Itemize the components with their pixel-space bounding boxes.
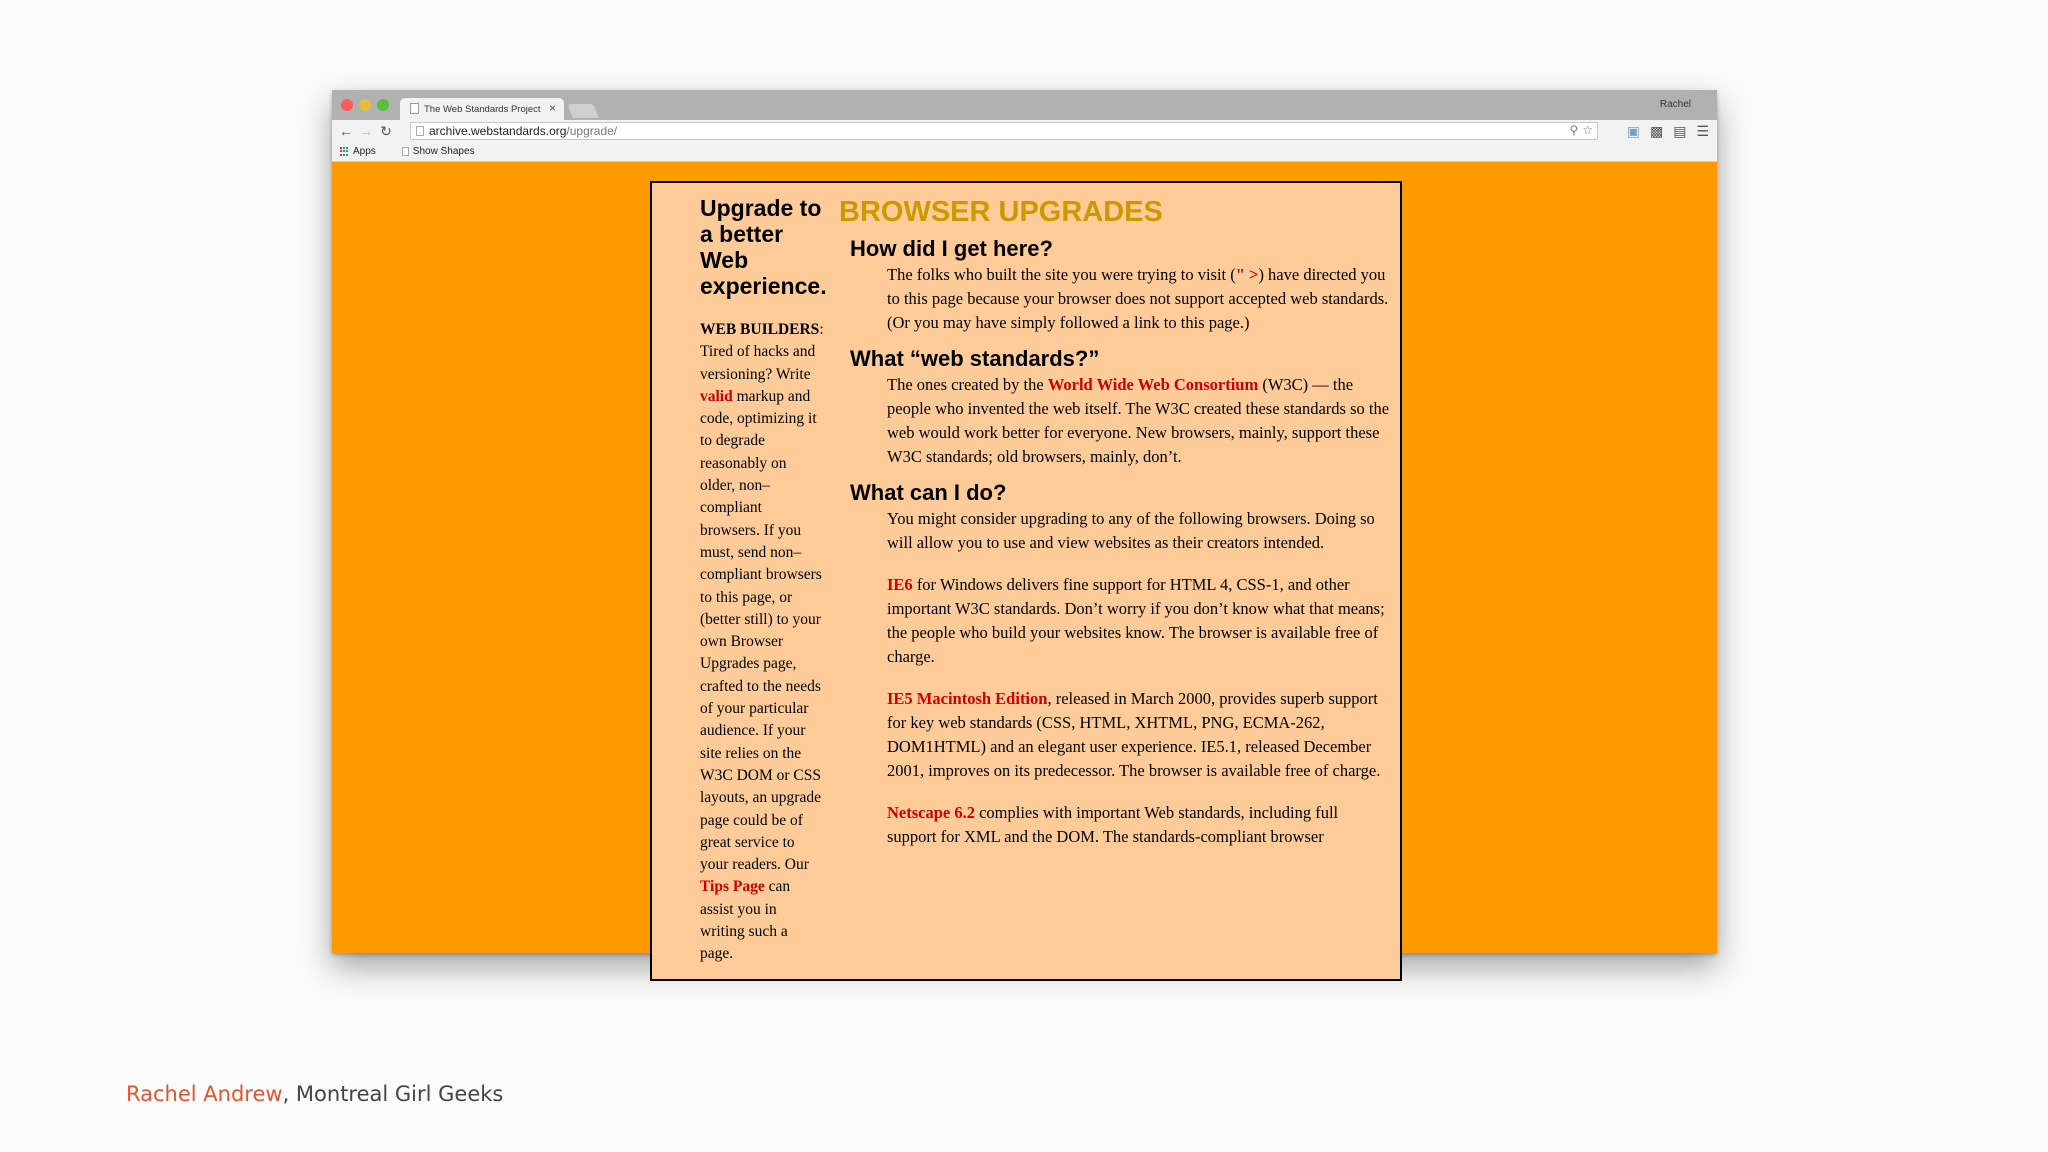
- event-name: , Montreal Girl Geeks: [282, 1082, 504, 1106]
- minimize-window-button[interactable]: [359, 99, 371, 111]
- tips-page-link[interactable]: Tips Page: [700, 878, 765, 896]
- reload-icon[interactable]: ↻: [380, 123, 392, 139]
- bookmark-show-shapes[interactable]: [402, 146, 475, 157]
- sidebar-text-part: can assist you in writing such a page.: [700, 878, 791, 963]
- answer-text: The folks who built the site you were trying to visit (: [887, 265, 1236, 284]
- netscape-paragraph: [887, 801, 1390, 849]
- answer-text: , released in March 2000, provides superb support for key web standards (CSS, HTML, XHTML, PNG, ECMA-262, DOM1HTML) and an elegant user experience. IE5.1, released December 2001, improves on its predecessor. The browser is available free of charge.: [887, 689, 1381, 780]
- sidebar: [700, 195, 827, 966]
- main-content: [839, 195, 1390, 849]
- answer-text: (W3C) — the people who invented the web itself. The W3C created these standards so the web would work better for everyone. New browsers, mainly, support these W3C standards; old browsers, mainly, don’t.: [887, 375, 1390, 466]
- referrer-link[interactable]: " >: [1235, 265, 1259, 284]
- omnibox-actions: [1569, 123, 1593, 138]
- ie5-mac-paragraph: [887, 687, 1390, 783]
- ie6-paragraph: [887, 573, 1390, 669]
- valid-link[interactable]: valid: [700, 387, 733, 405]
- browser-tab[interactable]: [400, 98, 564, 120]
- forward-arrow-icon[interactable]: →: [359, 123, 373, 139]
- netscape-link[interactable]: Netscape 6.2: [887, 803, 975, 822]
- sidebar-text: [700, 319, 824, 966]
- speaker-name: Rachel Andrew: [126, 1082, 283, 1106]
- maximize-window-button[interactable]: [377, 99, 389, 111]
- bookmark-apps[interactable]: [340, 146, 376, 157]
- answer-text: The ones created by the: [887, 375, 1048, 394]
- question-what-can-i-do: What can I do?: [850, 480, 1007, 505]
- bookmark-label: Show Shapes: [412, 146, 475, 157]
- sidebar-text-part: : Tired of hacks and versioning? Write: [700, 321, 824, 383]
- answer-text: ) have directed you to this page because your browser does not support accepted web standards. (Or you may have simply followed a link to this page.): [887, 265, 1389, 332]
- slide-caption: [126, 1082, 503, 1106]
- extensions: [1627, 120, 1709, 142]
- page-icon: [402, 147, 409, 156]
- new-tab-button[interactable]: [567, 104, 598, 118]
- address-bar[interactable]: [410, 122, 1598, 140]
- answer-text: for Windows delivers fine support for HTML 4, CSS-1, and other important W3C standards. Don’t worry if you don’t know what that means; the people who build your websites know. The browser is available free of charge.: [887, 575, 1385, 666]
- bookmarks-bar: [332, 142, 1717, 162]
- tab-title: The Web Standards Project: [424, 104, 541, 115]
- answer-how-did-i-get-here: [887, 263, 1390, 335]
- page-icon: [410, 103, 419, 114]
- url-host: archive.webstandards.org: [429, 124, 567, 138]
- profile-name[interactable]: Rachel: [1659, 99, 1691, 110]
- zoom-icon[interactable]: ⚲: [1569, 123, 1579, 137]
- puzzle-extension-icon[interactable]: ▩: [1649, 123, 1664, 139]
- sidebar-heading: Upgrade to a better Web experience.: [700, 195, 827, 299]
- sidebar-text-part: markup and code, optimizing it to degrade reasonably on older, non–compliant browsers. If you must, send non–compliant browsers to this page, or (better still) to your own Browser Upgrades page, crafted to the needs of your particular audience. If your site relies on the W3C DOM or CSS layouts, an upgrade page could be of great service to your readers. Our: [700, 387, 822, 874]
- browser-toolbar: [332, 120, 1717, 142]
- ie5-mac-link[interactable]: IE5 Macintosh Edition: [887, 689, 1048, 708]
- builders-label: WEB BUILDERS: [700, 321, 820, 338]
- page-icon: [416, 126, 424, 136]
- ie6-link[interactable]: IE6: [887, 575, 913, 594]
- page-viewport: [332, 162, 1717, 963]
- url-path: /upgrade/: [566, 124, 618, 138]
- star-icon[interactable]: ☆: [1582, 123, 1593, 137]
- question-web-standards: What “web standards?”: [850, 346, 1100, 371]
- content-panel: [650, 181, 1402, 981]
- page-title: BROWSER UPGRADES: [839, 196, 1163, 228]
- browser-window: [332, 90, 1717, 963]
- answer-text: complies with important Web standards, including full support for XML and the DOM. The standards-compliant browser: [887, 803, 1339, 846]
- window-controls: [341, 99, 389, 111]
- w3c-link[interactable]: World Wide Web Consortium: [1047, 375, 1259, 394]
- question-how-did-i-get-here: How did I get here?: [850, 236, 1053, 261]
- answer-what-can-i-do: You might consider upgrading to any of the following browsers. Doing so will allow you to use and view websites as their creators intended.: [887, 509, 1375, 552]
- screen-extension-icon[interactable]: ▤: [1673, 123, 1687, 139]
- camera-extension-icon[interactable]: ▣: [1626, 123, 1640, 139]
- title-bar: [332, 90, 1717, 120]
- tab-close-icon[interactable]: ×: [548, 101, 556, 115]
- answer-web-standards: [887, 373, 1390, 469]
- menu-icon[interactable]: ☰: [1696, 123, 1709, 139]
- back-arrow-icon[interactable]: ←: [339, 123, 353, 139]
- close-window-button[interactable]: [341, 99, 353, 111]
- apps-grid-icon: [340, 147, 349, 156]
- bookmark-label: Apps: [353, 146, 376, 157]
